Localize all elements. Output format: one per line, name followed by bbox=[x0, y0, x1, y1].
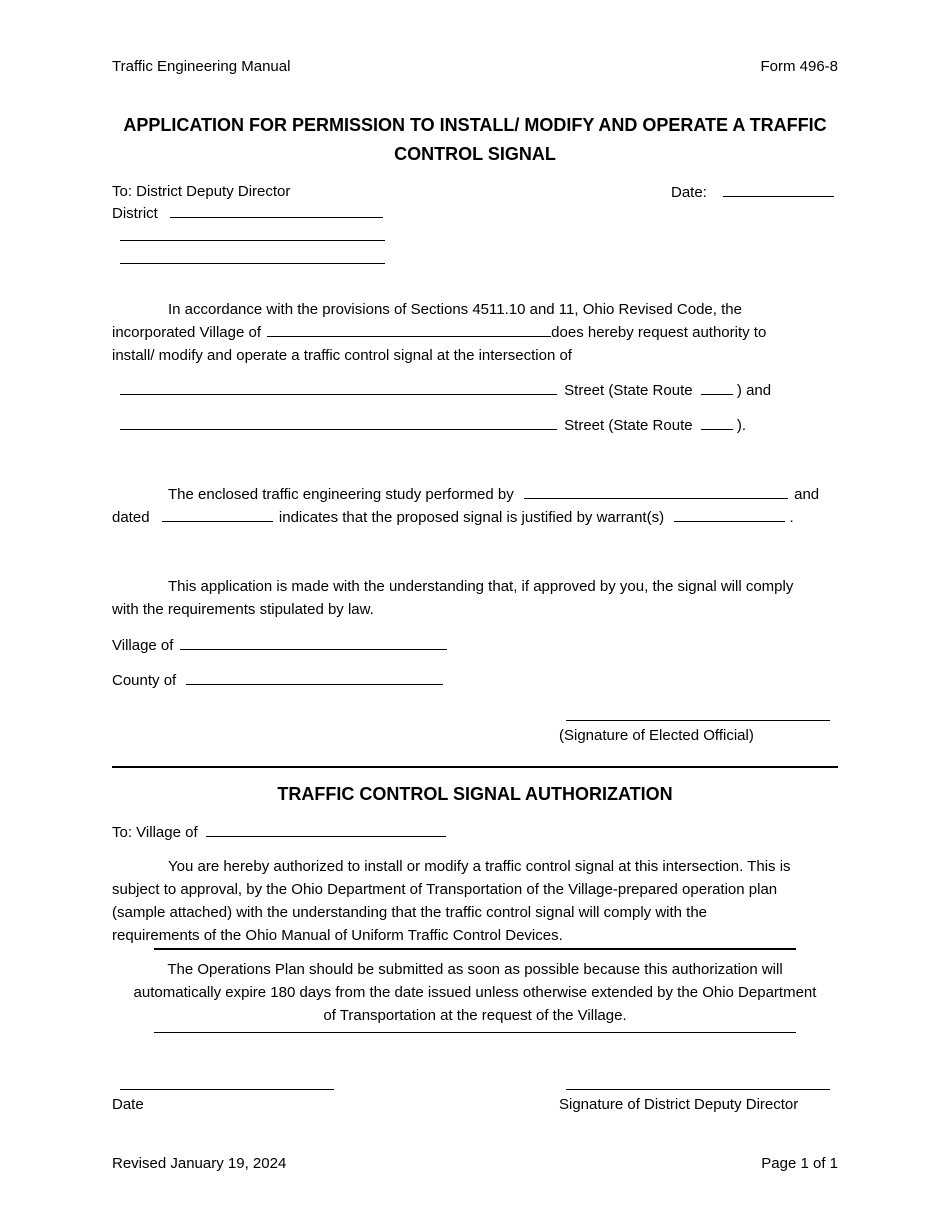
study-date-blank[interactable] bbox=[162, 507, 273, 522]
application-title-line1: APPLICATION FOR PERMISSION TO INSTALL/ MODIFY AND OPERATE A TRAFFIC bbox=[123, 115, 827, 135]
date-blank[interactable] bbox=[723, 182, 834, 197]
authorization-title: TRAFFIC CONTROL SIGNAL AUTHORIZATION bbox=[277, 784, 673, 804]
address-line-2[interactable] bbox=[120, 249, 385, 270]
address-line-1[interactable] bbox=[120, 226, 385, 247]
village-name-blank[interactable] bbox=[267, 322, 551, 337]
section-divider bbox=[112, 766, 838, 768]
manual-name: Traffic Engineering Manual bbox=[112, 58, 291, 75]
form-number: Form 496-8 bbox=[760, 58, 838, 75]
county-blank[interactable] bbox=[186, 670, 443, 685]
authorization-date-line[interactable] bbox=[120, 1075, 334, 1096]
date-label: Date: bbox=[671, 184, 707, 201]
street-2-field[interactable]: Street (State Route ). bbox=[120, 415, 746, 436]
understanding-paragraph: This application is made with the understanding that, if approved by you, the signal will comply with the requirements stipulated by law. bbox=[112, 578, 794, 618]
notice-bottom-rule bbox=[154, 1032, 796, 1033]
elected-official-signature-label: (Signature of Elected Official) bbox=[559, 727, 754, 744]
date-field[interactable] bbox=[671, 182, 834, 203]
authorization-village-field[interactable]: To: Village of bbox=[112, 822, 446, 843]
application-title-line2: CONTROL SIGNAL bbox=[394, 144, 556, 164]
district-label: District bbox=[112, 205, 158, 222]
study-paragraph: The enclosed traffic engineering study performed by and dated indicates that the proposed signal is justified by warrant(s) . bbox=[112, 486, 820, 526]
authorization-paragraph: You are hereby authorized to install or modify a traffic control signal at this intersection. This is subject to approval, by the Ohio Department of Transportation of the Village-prepared operation plan (sample attached) with the understanding that the traffic control signal will comply with the requirements of the Ohio Manual of Uniform Traffic Control Devices. bbox=[112, 858, 791, 944]
to-district-deputy-director: To: District Deputy Director bbox=[112, 183, 291, 200]
village-blank[interactable] bbox=[180, 635, 447, 650]
elected-official-signature-line[interactable] bbox=[566, 706, 830, 727]
expiration-notice: The Operations Plan should be submitted as soon as possible because this authorization will automatically expire 180 days from the date issued unless otherwise extended by the Ohio Department of Transportation at the request of the Village. bbox=[133, 961, 817, 1024]
district-director-signature-line[interactable] bbox=[566, 1075, 830, 1096]
district-field[interactable] bbox=[112, 203, 383, 224]
study-performed-by-blank[interactable] bbox=[524, 484, 788, 499]
page-number: Page 1 of 1 bbox=[761, 1155, 838, 1172]
revised-date: Revised January 19, 2024 bbox=[112, 1155, 287, 1172]
village-field[interactable]: Village of bbox=[112, 635, 447, 656]
street-1-field[interactable]: Street (State Route ) and bbox=[120, 380, 771, 401]
street-1-blank[interactable] bbox=[120, 380, 557, 395]
district-blank[interactable] bbox=[170, 203, 383, 218]
county-field[interactable]: County of bbox=[112, 670, 443, 691]
request-paragraph: In accordance with the provisions of Sections 4511.10 and 11, Ohio Revised Code, the incorporated Village of does hereby request authority to install/ modify and operate a traffic control signal at the intersection of bbox=[112, 301, 767, 364]
authorization-date-label: Date bbox=[112, 1096, 144, 1113]
state-route-2-blank[interactable] bbox=[701, 415, 733, 430]
street-2-blank[interactable] bbox=[120, 415, 557, 430]
notice-top-rule bbox=[154, 948, 796, 950]
state-route-1-blank[interactable] bbox=[701, 380, 733, 395]
district-director-signature-label: Signature of District Deputy Director bbox=[559, 1096, 799, 1113]
form-page bbox=[112, 0, 838, 1230]
warrants-blank[interactable] bbox=[674, 507, 785, 522]
authorization-village-blank[interactable] bbox=[206, 822, 446, 837]
